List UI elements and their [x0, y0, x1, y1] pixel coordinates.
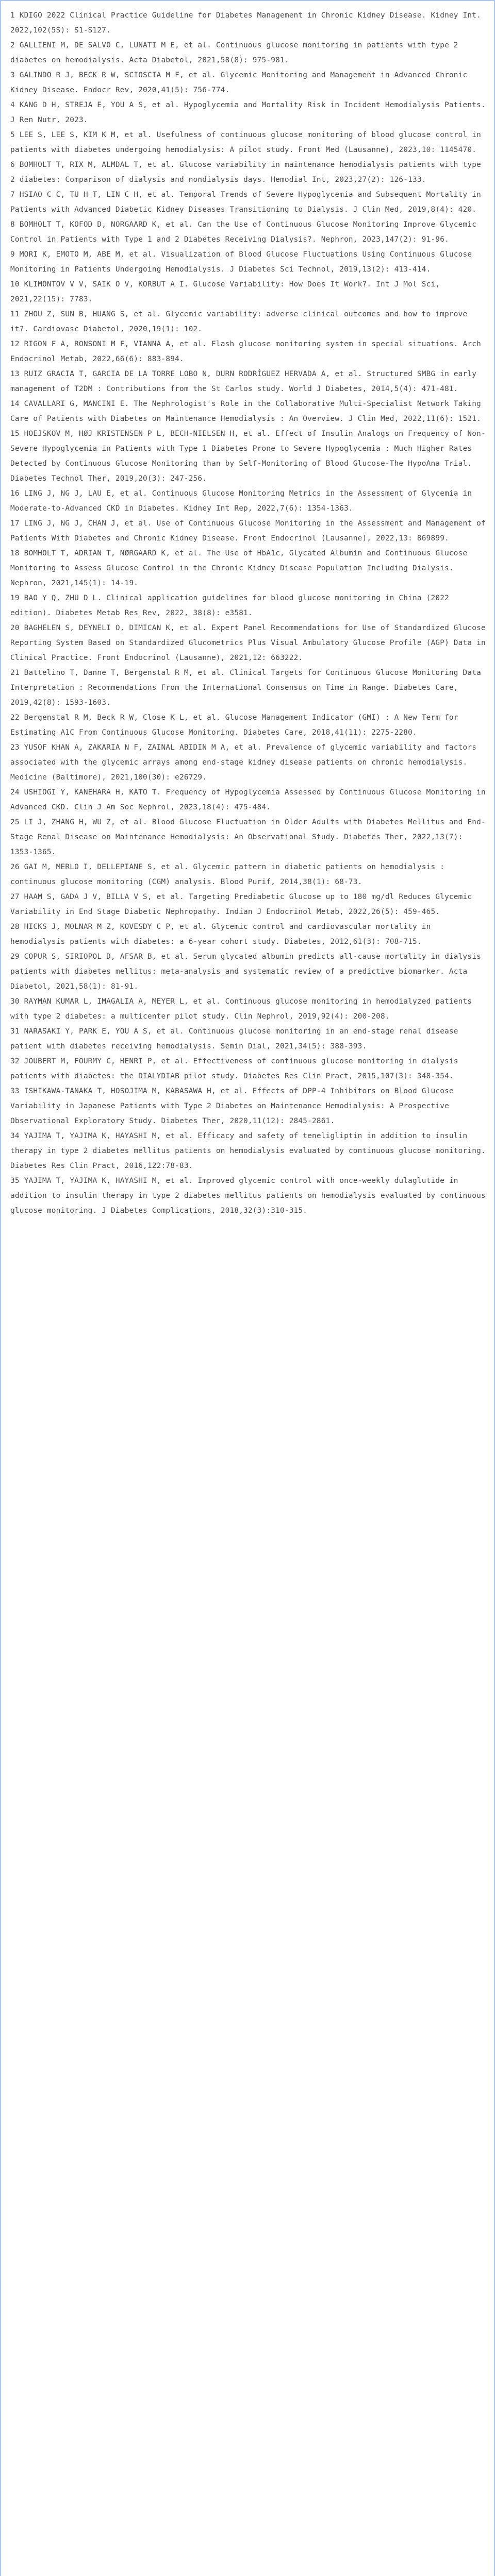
reference-item-9: 9 MORI K, EMOTO M, ABE M, et al. Visualization of Blood Glucose Fluctuations Using Continuous Glucose Monitoring in Patients Undergoing Hemodialysis. J Diabetes Sci Technol, 2019,13(2): 413-414. [10, 250, 472, 274]
reference-item-3: 3 GALINDO R J, BECK R W, SCIOSCIA M F, et al. Glycemic Monitoring and Management in Advanced Chronic Kidney Disease. Endocr Rev, 2020,41(5): 756-774. [10, 71, 468, 94]
reference-item-31: 31 NARASAKI Y, PARK E, YOU A S, et al. Continuous glucose monitoring in an end-stage renal disease patient with diabetes receiving hemodialysis. Semin Dial, 2021,34(5): 388-393. [10, 1027, 458, 1050]
reference-item-4: 4 KANG D H, STREJA E, YOU A S, et al. Hypoglycemia and Mortality Risk in Incident Hemodialysis Patients. J Ren Nutr, 2023. [10, 101, 486, 124]
reference-item-14: 14 CAVALLARI G, MANCINI E. The Nephrologist's Role in the Collaborative Multi-Specialist Network Taking Care of Patients with Diabetes on Maintenance Hemodialysis : An Overview. J Clin Med, 2022,11(6): 1521. [10, 400, 481, 423]
reference-item-35: 35 YAJIMA T, YAJIMA K, HAYASHI M, et al. Improved glycemic control with once-weekly dulaglutide in addition to insulin therapy in type 2 diabetes mellitus patients on hemodialysis evaluated by continuous glucose monitoring. J Diabetes Complications, 2018,32(3):310-315. [10, 1177, 486, 1215]
reference-list [10, 8, 486, 1218]
reference-item-30: 30 RAYMAN KUMAR L, IMAGALIA A, MEYER L, et al. Continuous glucose monitoring in hemodialyzed patients with type 2 diabetes: a multicenter pilot study. Clin Nephrol, 2019,92(4): 200-208. [10, 997, 472, 1021]
reference-item-33: 33 ISHIKAWA-TANAKA T, HOSOJIMA M, KABASAWA H, et al. Effects of DPP-4 Inhibitors on Blood Glucose Variability in Japanese Patients with Type 2 Diabetes on Maintenance Hemodialysis: A Prospective Observational Exploratory Study. Diabetes Ther, 2020,11(12): 2845-2861. [10, 1087, 454, 1125]
reference-item-24: 24 USHIOGI Y, KANEHARA H, KATO T. Frequency of Hypoglycemia Assessed by Continuous Glucose Monitoring in Advanced CKD. Clin J Am Soc Nephrol, 2023,18(4): 475-484. [10, 788, 486, 811]
reference-item-2: 2 GALLIENI M, DE SALVO C, LUNATI M E, et al. Continuous glucose monitoring in patients with type 2 diabetes on hemodialysis. Acta Diabetol, 2021,58(8): 975-981. [10, 41, 458, 64]
reference-item-12: 12 RIGON F A, RONSONI M F, VIANNA A, et al. Flash glucose monitoring system in special situations. Arch Endocrinol Metab, 2022,66(6): 883-894. [10, 340, 481, 363]
reference-item-11: 11 ZHOU Z, SUN B, HUANG S, et al. Glycemic variability: adverse clinical outcomes and how to improve it?. Cardiovasc Diabetol, 2020,19(1): 102. [10, 310, 468, 333]
reference-item-17: 17 LING J, NG J, CHAN J, et al. Use of Continuous Glucose Monitoring in the Assessment and Management of Patients With Diabetes and Chronic Kidney Disease. Front Endocrinol (Lausanne), 2022,13: 869899. [10, 519, 486, 543]
reference-item-6: 6 BOMHOLT T, RIX M, ALMDAL T, et al. Glucose variability in maintenance hemodialysis patients with type 2 diabetes: Comparison of dialysis and nondialysis days. Hemodial Int, 2023,27(2): 126-133. [10, 161, 481, 184]
reference-item-22: 22 Bergenstal R M, Beck R W, Close K L, et al. Glucose Management Indicator (GMI) : A New Term for Estimating A1C From Continuous Glucose Monitoring. Diabetes Care, 2018,41(11): 2275-2280. [10, 714, 458, 737]
reference-item-34: 34 YAJIMA T, YAJIMA K, HAYASHI M, et al. Efficacy and safety of teneligliptin in addition to insulin therapy in type 2 diabetes mellitus patients on hemodialysis evaluated by continuous glucose monitoring. Diabetes Res Clin Pract, 2016,122:78-83. [10, 1132, 486, 1170]
reference-item-16: 16 LING J, NG J, LAU E, et al. Continuous Glucose Monitoring Metrics in the Assessment of Glycemia in Moderate-to-Advanced CKD in Diabetes. Kidney Int Rep, 2022,7(6): 1354-1363. [10, 489, 472, 513]
reference-item-28: 28 HICKS J, MOLNAR M Z, KOVESDY C P, et al. Glycemic control and cardiovascular mortality in hemodialysis patients with diabetes: a 6-year cohort study. Diabetes, 2012,61(3): 708-715. [10, 923, 431, 946]
reference-item-25: 25 LI J, ZHANG H, WU Z, et al. Blood Glucose Fluctuation in Older Adults with Diabetes Mellitus and End-Stage Renal Disease on Maintenance Hemodialysis: An Observational Study. Diabetes Ther, 2022,13(7): 1353-1365. [10, 818, 486, 856]
reference-item-10: 10 KLIMONTOV V V, SAIK O V, KORBUT A I. Glucose Variability: How Does It Work?. Int J Mol Sci, 2021,22(15): 7783. [10, 280, 440, 303]
reference-item-13: 13 RUIZ GRACIA T, GARCIA DE LA TORRE LOBO N, DURN RODRÍGUEZ HERVADA A, et al. Structured SMBG in early management of T2DM : Contributions from the St Carlos study. World J Diabetes, 2014,5(4): 471-481. [10, 370, 477, 393]
reference-item-32: 32 JOUBERT M, FOURMY C, HENRI P, et al. Effectiveness of continuous glucose monitoring in dialysis patients with diabetes: the DIALYDIAB pilot study. Diabetes Res Clin Pract, 2015,107(3): 348-354. [10, 1057, 458, 1080]
reference-item-26: 26 GAI M, MERLO I, DELLEPIANE S, et al. Glycemic pattern in diabetic patients on hemodialysis : continuous glucose monitoring (CGM) analysis. Blood Purif, 2014,38(1): 68-73. [10, 863, 445, 886]
reference-item-18: 18 BOMHOLT T, ADRIAN T, NØRGAARD K, et al. The Use of HbA1c, Glycated Albumin and Continuous Glucose Monitoring to Assess Glucose Control in the Chronic Kidney Disease Population Including Dialysis. Nephron, 2021,145(1): 14-19. [10, 549, 468, 587]
reference-item-21: 21 Battelino T, Danne T, Bergenstal R M, et al. Clinical Targets for Continuous Glucose Monitoring Data Interpretation : Recommendations From the International Consensus on Time in Range. Diabetes Care, 2019,42(8): 1593-1603. [10, 669, 481, 707]
reference-item-7: 7 HSIAO C C, TU H T, LIN C H, et al. Temporal Trends of Severe Hypoglycemia and Subsequent Mortality in Patients with Advanced Diabetic Kidney Diseases Transitioning to Dialysis. J Clin Med, 2019,8(4): 420. [10, 191, 481, 214]
reference-item-8: 8 BOMHOLT T, KOFOD D, NORGAARD K, et al. Can the Use of Continuous Glucose Monitoring Improve Glycemic Control in Patients with Type 1 and 2 Diabetes Receiving Dialysis?. Nephron, 2023,147(2): 91-96. [10, 221, 477, 244]
reference-item-29: 29 COPUR S, SIRIOPOL D, AFSAR B, et al. Serum glycated albumin predicts all-cause mortality in dialysis patients with diabetes mellitus: meta-analysis and systematic review of a predictive biomarker. Acta Diabetol, 2021,58(1): 81-91. [10, 953, 481, 991]
reference-item-5: 5 LEE S, LEE S, KIM K M, et al. Usefulness of continuous glucose monitoring of blood glucose control in patients with diabetes undergoing hemodialysis: A pilot study. Front Med (Lausanne), 2023,10: 1145470. [10, 131, 481, 154]
reference-item-19: 19 BAO Y Q, ZHU D L. Clinical application guidelines for blood glucose monitoring in China (2022 edition). Diabetes Metab Res Rev, 2022, 38(8): e3581. [10, 594, 449, 617]
reference-item-23: 23 YUSOF KHAN A, ZAKARIA N F, ZAINAL ABIDIN M A, et al. Prevalence of glycemic variability and factors associated with the glycemic arrays among end-stage kidney disease patients on chronic hemodialysis. Medicine (Baltimore), 2021,100(30): e26729. [10, 743, 477, 782]
reference-item-20: 20 BAGHELEN S, DEYNELI O, DIMICAN K, et al. Expert Panel Recommendations for Use of Standardized Glucose Reporting System Based on Standardized Glucometrics Plus Visual Ambulatory Glucose Profile (AGP) Data in Clinical Practice. Front Endocrinol (Lausanne), 2021,12: 663222. [10, 624, 486, 662]
reference-item-27: 27 HAAM S, GADA J V, BILLA V S, et al. Targeting Prediabetic Glucose up to 180 mg/dl Reduces Glycemic Variability in End Stage Diabetic Nephropathy. Indian J Endocrinol Metab, 2022,26(5): 459-465. [10, 893, 472, 916]
reference-item-1: 1 KDIGO 2022 Clinical Practice Guideline for Diabetes Management in Chronic Kidney Disease. Kidney Int. 2022,102(5S): S1-S127. [10, 11, 481, 35]
reference-item-15: 15 HOEJSKOV M, HØJ KRISTENSEN P L, BECH-NIELSEN H, et al. Effect of Insulin Analogs on Frequency of Non-Severe Hypoglycemia in Patients with Type 1 Diabetes Prone to Severe Hypoglycemia : Much Higher Rates Detected by Continuous Glucose Monitoring than by Self-Monitoring of Blood Glucose-The HypoAna Trial. Diabetes Technol Ther, 2019,20(3): 247-256. [10, 430, 486, 483]
